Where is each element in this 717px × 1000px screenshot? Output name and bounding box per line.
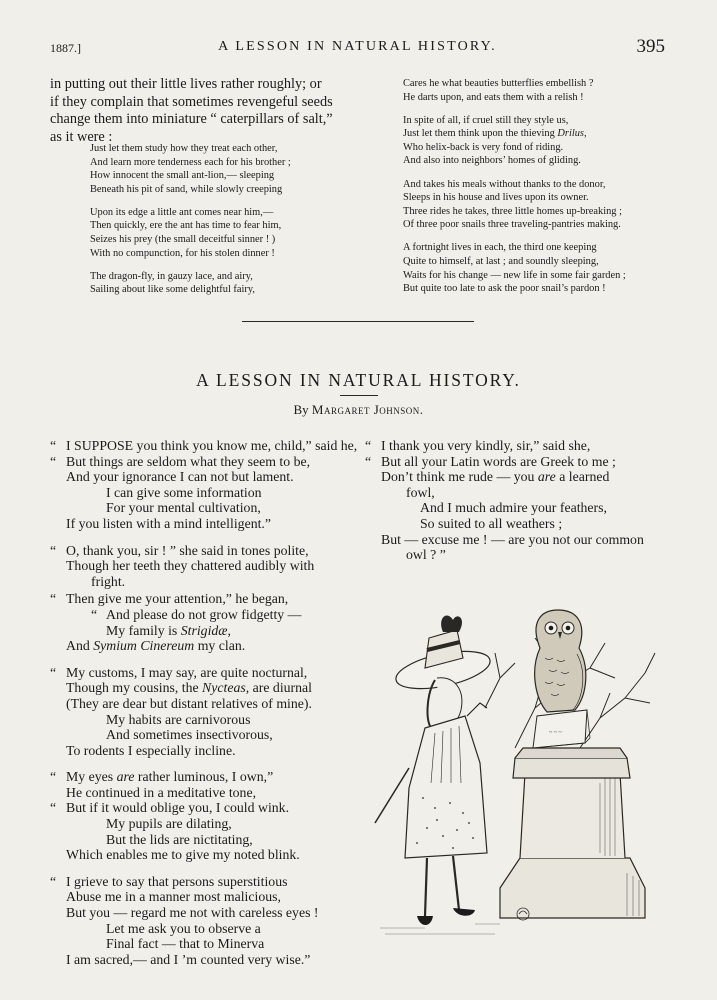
line-text: I grieve to say that persons superstitious [66,873,288,889]
latin-term: Nycteas [202,680,246,696]
verse-line: In spite of all, if cruel still they style us, [403,114,569,126]
poem-line [50,542,366,559]
prose-line: as it were : [50,128,113,145]
poem-line: So suited to all weathers ; [420,515,563,531]
poem-stanza [50,873,366,968]
poem-line [50,769,366,785]
pedestal [500,748,645,918]
verse-line: Of three poor snails three traveling-pantries making. [403,219,621,231]
verse-line: Sailing about like some delightful fairy, [90,284,255,296]
verse-line: Waits for his change — new life in some fair garden ; [403,269,626,281]
poem-line: Let me ask you to observe a [106,920,261,936]
byline [0,402,717,418]
poem-line: To rodents I especially incline. [66,742,236,758]
verse-stanza [403,114,693,168]
prose-line: in putting out their little lives rather roughly; or [50,76,322,92]
verse-line: Who helix-back is very fond of riding. [403,141,564,153]
line-text: And please do not grow fidgetty — [106,606,302,622]
poem-line [50,591,366,607]
poem-line: (They are dear but distant relatives of mine). [66,695,312,711]
poem-line: And Symium Cinereum my clan. [66,638,246,654]
line-text: , are diurnal [245,680,313,696]
continuation-prose [50,76,356,146]
verse-line: And learn more tenderness each for his brother ; [90,156,291,168]
latin-term: Symium Cinereum [93,638,195,654]
quote-mark: “ [50,664,57,680]
verse-line: Seizes his prey (the small deceitful sinner ! ) [90,234,276,246]
verse-line: He darts upon, and eats them with a relish ! [403,91,584,103]
verse-line: Just let them study how they treat each other, [90,143,278,154]
poem-line: Which enables me to give my noted blink. [66,847,300,863]
verse-stanza [403,241,693,295]
verse-stanza [90,270,350,297]
poem-line: For your mental cultivation, [106,500,261,516]
poem-column-right [365,438,671,574]
verse-line: With no compunction, for his stolen dinner ! [90,247,275,259]
verse-line: Just let them think upon the thieving Drilus, [403,128,587,140]
ground-shading [380,924,500,934]
poem-line [365,453,671,470]
poem-line [50,800,366,816]
poem-line: But — excuse me ! — are you not our common [381,531,644,547]
poem-line [50,453,366,470]
poem-line: I can give some information [106,484,262,500]
poem-line [381,469,671,485]
line-text: I SUPPOSE you think you know me, child,” said he, [66,438,358,453]
quote-mark: “ [365,438,372,453]
verse-line: Cares he what beauties butterflies embellish ? [403,78,594,89]
verse-line: And takes his meals without thanks to the donor, [403,178,606,190]
book-label: ~ ~ ~ [549,730,562,736]
running-header [50,36,665,60]
quote-mark: “ [50,438,57,453]
line-text: O, thank you, sir ! ” she said in tones polite, [66,542,309,558]
owl-icon [535,610,586,712]
quote-mark: “ [50,800,57,816]
emphasis: are [537,469,556,485]
poem-line: He continued in a meditative tone, [66,784,257,800]
poem-line: But you — regard me not with careless eyes ! [66,905,319,921]
poem-stanza [50,664,366,759]
verse-stanza [403,178,693,232]
poem-stanza [50,542,366,590]
poem-line [50,664,366,681]
poem-line: If you listen with a mind intelligent.” [66,515,271,531]
verse-stanza [90,142,350,196]
verse-stanza [90,206,350,260]
quote-mark: “ [50,542,57,558]
line-text: I thank you very kindly, sir,” said she, [381,438,591,453]
poem-line: fright. [91,573,126,589]
title-underline [340,395,378,396]
poem-stanza [365,438,671,563]
poem-column-left [50,438,366,978]
poem-line: And I much admire your feathers, [420,500,607,516]
poem-line: And your ignorance I can not but lament. [66,469,294,485]
poem-line: My pupils are dilating, [106,816,232,832]
quote-mark: “ [50,873,57,889]
line-text: But all your Latin words are Greek to me ; [381,453,616,469]
quote-mark: “ [91,606,98,622]
line-text: My family is [106,622,181,638]
verse-line: And also into neighbors’ homes of gliding. [403,155,581,167]
poem-line: My habits are carnivorous [106,711,251,727]
section-divider [242,321,474,322]
line-text: But things are seldom what they seem to be, [66,453,311,469]
prose-line: if they complain that sometimes revengeful seeds [50,93,333,110]
line-text: My customs, I may say, are quite nocturnal, [66,664,308,680]
girl-and-owl-illustration [365,598,665,948]
verse-stanza [403,77,693,104]
line-text: Then give me your attention,” he began, [66,591,289,607]
line-text: a learned [555,469,610,485]
poem-line [365,438,671,454]
latin-term: Strigidæ [180,622,228,638]
line-text: Though my cousins, the [66,680,203,696]
poem-line: I am sacred,— and I ’m counted very wise.” [66,951,311,967]
byline-author: Margaret Johnson. [311,402,424,417]
poem-line [66,623,366,639]
poem-line [50,438,366,454]
poem-line: And sometimes insectivorous, [106,727,273,743]
line-text: rather luminous, I own,” [134,769,274,785]
poem-stanza [50,769,366,863]
quote-mark: “ [50,591,57,607]
line-text: Don’t think me rude — you [381,469,538,485]
poem-title: A LESSON IN NATURAL HISTORY. [196,370,521,390]
poem-line: fowl, [406,484,435,500]
poem-line: Final fact — that to Minerva [106,936,265,952]
poem-stanza [50,438,366,532]
header-title: A LESSON IN NATURAL HISTORY. [218,39,497,54]
latin-term: Drilus [557,128,584,140]
verse-line: A fortnight lives in each, the third one keeping [403,242,597,254]
line-text: my clan. [194,638,246,654]
poem-stanza [50,591,366,654]
quote-mark: “ [50,453,57,469]
verse-line: Upon its edge a little ant comes near him,— [90,206,274,218]
poem-line [66,680,366,696]
verse-line: Beneath his pit of sand, while slowly creeping [90,183,283,195]
verse-line: Three rides he takes, three little homes up-breaking ; [403,205,622,217]
verse-line: But quite too late to ask the poor snail’s pardon ! [403,283,606,295]
poem-line [50,873,366,890]
line-text: My eyes [66,769,117,785]
poem-line: owl ? ” [406,547,446,563]
quote-mark: “ [50,769,57,785]
small-verse-right [403,77,693,305]
line-text: But if it would oblige you, I could wink. [66,800,290,816]
byline-prefix: By [293,402,309,417]
quote-mark: “ [365,453,372,469]
book-perch [533,710,590,748]
verse-line: Then quickly, ere the ant has time to fear him, [90,220,282,232]
poem-line: But the lids are nictitating, [106,831,253,847]
verse-line: How innocent the small ant-lion,— sleeping [90,170,275,182]
header-year: 1887.] [50,41,81,55]
page-number: 395 [636,36,665,57]
poem-line: Abuse me in a manner most malicious, [66,889,281,905]
verse-line: Quite to himself, at last ; and soundly sleeping, [403,256,599,268]
girl-figure [375,616,493,925]
line-text: , [227,622,231,638]
verse-line: Sleeps in his house and lives upon its owner. [403,192,589,204]
poem-line: Though her teeth they chattered audibly with [66,558,315,574]
poem-line [66,607,366,623]
small-verse-left [90,142,350,306]
prose-line: change them into miniature “ caterpillars of salt,” [50,111,333,127]
emphasis: are [116,769,135,785]
verse-line: The dragon-fly, in gauzy lace, and airy, [90,270,253,282]
